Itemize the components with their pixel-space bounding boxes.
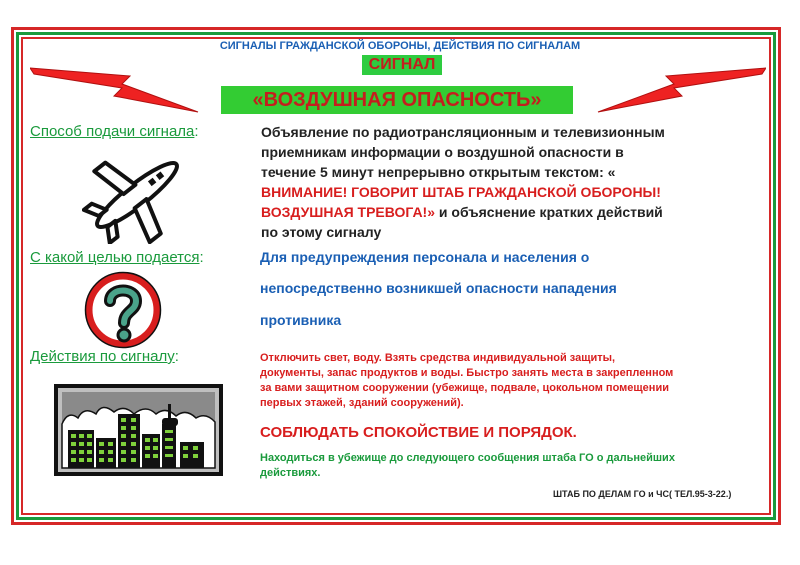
purpose-colon: : xyxy=(199,249,204,266)
purpose-line: противника xyxy=(260,312,342,328)
purpose-label: С какой целью подается xyxy=(30,249,200,266)
method-label: Способ подачи сигнала xyxy=(30,123,195,140)
purpose-line: Для предупреждения персонала и населения о xyxy=(260,249,590,265)
city-skyline-icon xyxy=(54,384,223,476)
shelter-instruction xyxy=(260,451,772,481)
method-alert-line: ВНИМАНИЕ! ГОВОРИТ ШТАБ ГРАЖДАНСКОЙ ОБОРОНЫ! xyxy=(261,184,661,200)
method-line: течение 5 минут непрерывно открытым текстом: « xyxy=(261,164,616,180)
method-line: Объявление по радиотрансляционным и телевизионным xyxy=(261,124,665,140)
method-text xyxy=(261,122,773,242)
footer-contact: ШТАБ ПО ДЕЛАМ ГО и ЧС( ТЕЛ.95-3-22.) xyxy=(553,489,732,499)
method-line: приемникам информации о воздушной опасности в xyxy=(261,144,624,160)
actions-line: первых этажей, зданий сооружений). xyxy=(260,397,464,409)
purpose-line: непосредственно возникшей опасности нападения xyxy=(260,280,617,296)
method-colon: : xyxy=(194,123,199,140)
signal-label: СИГНАЛ xyxy=(362,55,442,75)
shelter-line: действиях. xyxy=(260,467,321,479)
lightning-bolt-icon xyxy=(596,58,766,116)
purpose-heading xyxy=(30,249,204,267)
lightning-bolt-icon xyxy=(30,58,200,116)
actions-colon: : xyxy=(174,348,179,365)
actions-line: документы, запас продуктов и воды. Быстро занять места в закрепленном xyxy=(260,367,674,379)
actions-text xyxy=(260,351,772,411)
signal-title: «ВОЗДУШНАЯ ОПАСНОСТЬ» xyxy=(221,86,573,114)
method-alert-line-2: ВОЗДУШНАЯ ТРЕВОГА!» xyxy=(261,204,436,220)
question-sign-icon xyxy=(84,271,162,349)
method-line-5 xyxy=(261,202,773,222)
calm-instruction: СОБЛЮДАТЬ СПОКОЙСТВИЕ И ПОРЯДОК. xyxy=(260,424,577,441)
actions-line: за вами защитном сооружении (убежище, подвале, цокольном помещении xyxy=(260,382,669,394)
shelter-line: Находиться в убежище до следующего сообщения штаба ГО о дальнейших xyxy=(260,452,675,464)
method-line-5-rest: и объяснение кратких действий xyxy=(435,204,663,220)
poster-subtitle: СИГНАЛЫ ГРАЖДАНСКОЙ ОБОРОНЫ, ДЕЙСТВИЯ ПО СИГНАЛАМ xyxy=(219,40,581,52)
actions-heading xyxy=(30,348,179,366)
actions-line: Отключить свет, воду. Взять средства индивидуальной защиты, xyxy=(260,352,616,364)
actions-label: Действия по сигналу xyxy=(30,348,175,365)
method-heading xyxy=(30,123,199,141)
airplane-icon xyxy=(82,146,192,244)
method-line: по этому сигналу xyxy=(261,224,382,240)
